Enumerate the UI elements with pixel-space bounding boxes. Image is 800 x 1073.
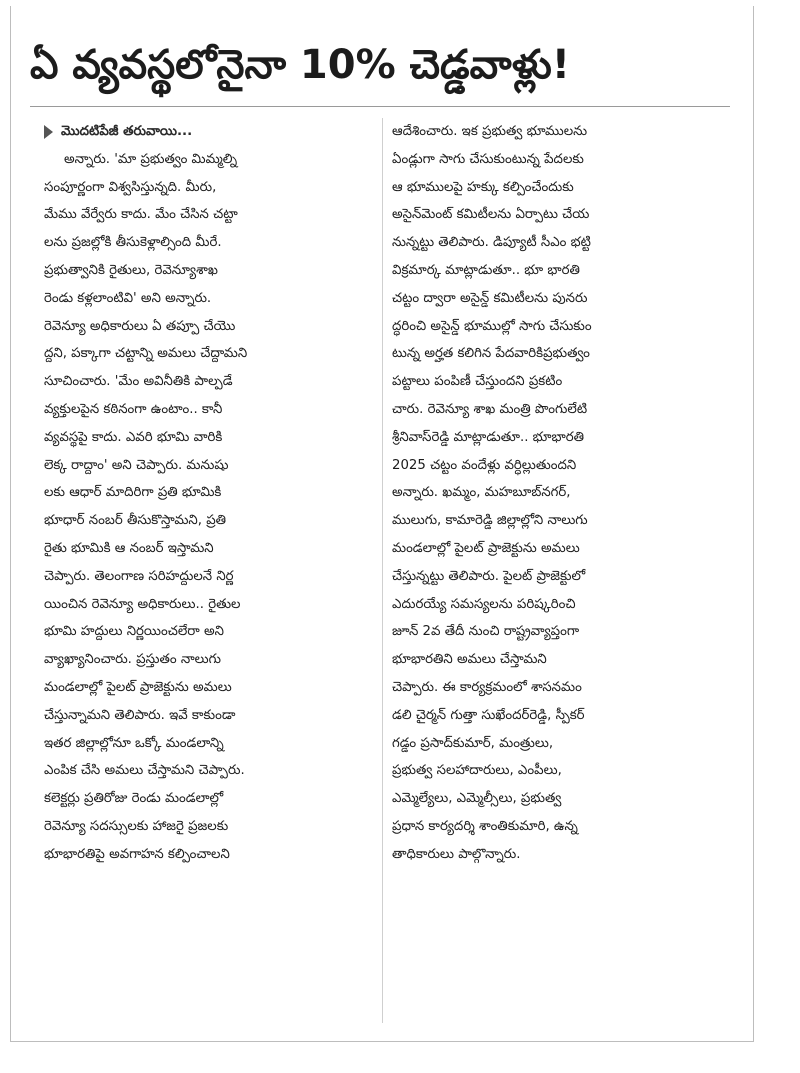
text-line: భూభారతిపై అవగాహన కల్పించాలని [44, 846, 230, 862]
text-line: పట్టాలు పంపిణీ చేస్తుందని ప్రకటిం [392, 374, 563, 390]
text-line: 2025 చట్టం వందేళ్లు వర్ధిల్లుతుందని [392, 457, 577, 473]
continued-from-label: మొదటిపేజీ తరువాయి... [61, 124, 193, 139]
text-line: తాధికారులు పాల్గొన్నారు. [392, 846, 521, 862]
text-line: రెవెన్యూ సదస్సులకు హాజరై ప్రజలకు [44, 818, 229, 834]
text-line: లెక్క రాద్దాం' అని చెప్పారు. మనుషు [44, 457, 229, 473]
text-line: శ్రీనివాస్‌రెడ్డి మాట్లాడుతూ.. భూభారతి [392, 429, 585, 445]
text-line: అన్నారు. ఖమ్మం, మహబూబ్‌నగర్, [392, 485, 571, 501]
arrow-right-icon [44, 125, 53, 139]
text-line: రెవెన్యూ అధికారులు ఏ తప్పూ చేయొ [44, 318, 236, 334]
text-line: ఎమ్మెల్యేలు, ఎమ్మెల్సీలు, ప్రభుత్వ [392, 791, 562, 807]
text-line: టున్న అర్హత కలిగిన పేదవారికిప్రభుత్వం [392, 346, 590, 362]
text-line: భూధార్ నంబర్ తీసుకొస్తామని, ప్రతి [44, 513, 227, 529]
text-line: చట్టం ద్వారా అసైన్డ్ కమిటీలను పునరు [392, 290, 588, 306]
text-line: వ్యాఖ్యానించారు. ప్రస్తుతం నాలుగు [44, 652, 222, 668]
text-line: ఇతర జిల్లాల్లోనూ ఒక్కో మండలాన్ని [44, 735, 224, 751]
text-line: సంపూర్ణంగా విశ్వసిస్తున్నది. మీరు, [44, 179, 217, 195]
text-line: ప్రధాన కార్యదర్శి శాంతికుమారి, ఉన్న [392, 818, 578, 834]
text-line: అసైన్‌మెంట్ కమిటీలను ఏర్పాటు చేయ [392, 207, 590, 223]
text-line: భూభారతిని అమలు చేస్తామని [392, 652, 547, 668]
text-line: ఆ భూములపై హక్కు కల్పించేందుకు [392, 179, 574, 195]
text-line: జూన్ 2వ తేదీ నుంచి రాష్ట్రవ్యాప్తంగా [392, 624, 580, 640]
text-line: వ్యక్తులపైన కఠినంగా ఉంటాం.. కానీ [44, 401, 223, 417]
text-line: చేస్తున్నట్టు తెలిపారు. పైలట్ ప్రాజెక్టులో [392, 568, 586, 584]
text-line: ప్రభుత్వానికి రైతులు, రెవెన్యూశాఖ [44, 262, 218, 278]
text-line: మండలాల్లో పైలట్ ప్రాజెక్టును అమలు [392, 540, 580, 556]
text-line: ఏండ్లుగా సాగు చేసుకుంటున్న పేదలకు [392, 151, 584, 167]
text-line: ఎంపిక చేసి అమలు చేస్తామని చెప్పారు. [44, 763, 245, 779]
text-line: కలెక్టర్లు ప్రతిరోజు రెండు మండలాల్లో [44, 791, 224, 807]
text-line: సూచించారు. 'మేం అవినీతికి పాల్పడే [44, 374, 233, 390]
text-line: అన్నారు. 'మా ప్రభుత్వం మిమ్మల్ని [64, 151, 238, 167]
text-line: ద్దని, పక్కాగా చట్టాన్ని అమలు చేద్దామని [44, 346, 248, 362]
text-line: భూమి హద్దులు నిర్ణయించలేరా అని [44, 624, 224, 640]
text-line: లకు ఆధార్ మాదిరిగా ప్రతి భూమికి [44, 485, 222, 501]
left-column [44, 118, 372, 869]
text-line: గడ్డం ప్రసాద్‌కుమార్, మంత్రులు, [392, 735, 554, 751]
text-line: ప్రభుత్వ సలహాదారులు, ఎంపీలు, [392, 763, 562, 779]
text-line: చెప్పారు. ఈ కార్యక్రమంలో శాసనమం [392, 679, 582, 695]
headline-rule [30, 106, 730, 107]
text-line: చెప్పారు. తెలంగాణ సరిహద్దులనే నిర్ణ [44, 568, 234, 584]
right-column [392, 118, 722, 869]
continued-from-marker [44, 118, 372, 146]
text-line: చేస్తున్నామని తెలిపారు. ఇవే కాకుండా [44, 707, 236, 723]
text-line: మేము వేర్వేరు కాదు. మేం చేసిన చట్టా [44, 207, 238, 223]
text-line: మండలాల్లో పైలట్ ప్రాజెక్టును అమలు [44, 679, 232, 695]
text-line: ఆదేశించారు. ఇక ప్రభుత్వ భూములను [392, 124, 588, 139]
text-line: ములుగు, కామారెడ్డి జిల్లాల్లోని నాలుగు [392, 513, 588, 529]
text-line: చారు. రెవెన్యూ శాఖ మంత్రి పొంగులేటి [392, 401, 588, 417]
text-line: రెండు కళ్లలాంటివి' అని అన్నారు. [44, 290, 212, 306]
text-line: వ్యవస్థపై కాదు. ఎవరి భూమి వారికి [44, 429, 223, 445]
text-line: నున్నట్టు తెలిపారు. డిప్యూటీ సీఎం భట్టి [392, 235, 591, 251]
headline: ఏ వ్యవస్థలోనైనా 10% చెడ్డవాళ్లు! [30, 42, 571, 88]
text-line: డలి చైర్మన్ గుత్తా సుఖేందర్‌రెడ్డి, స్పీకర్ [392, 707, 585, 723]
text-line: ఎదురయ్యే సమస్యలను పరిష్కరించి [392, 596, 576, 612]
text-line: యించిన రెవెన్యూ అధికారులు.. రైతుల [44, 596, 241, 612]
text-line: విక్రమార్క మాట్లాడుతూ.. భూ భారతి [392, 262, 580, 278]
column-divider [382, 118, 383, 1023]
text-line: రైతు భూమికి ఆ నంబర్ ఇస్తామని [44, 540, 214, 556]
text-line: లను ప్రజల్లోకి తీసుకెళ్లాల్సింది మీరే. [44, 235, 222, 251]
text-line: ద్ధరించి అసైన్డ్ భూముల్లో సాగు చేసుకుం [392, 318, 592, 334]
